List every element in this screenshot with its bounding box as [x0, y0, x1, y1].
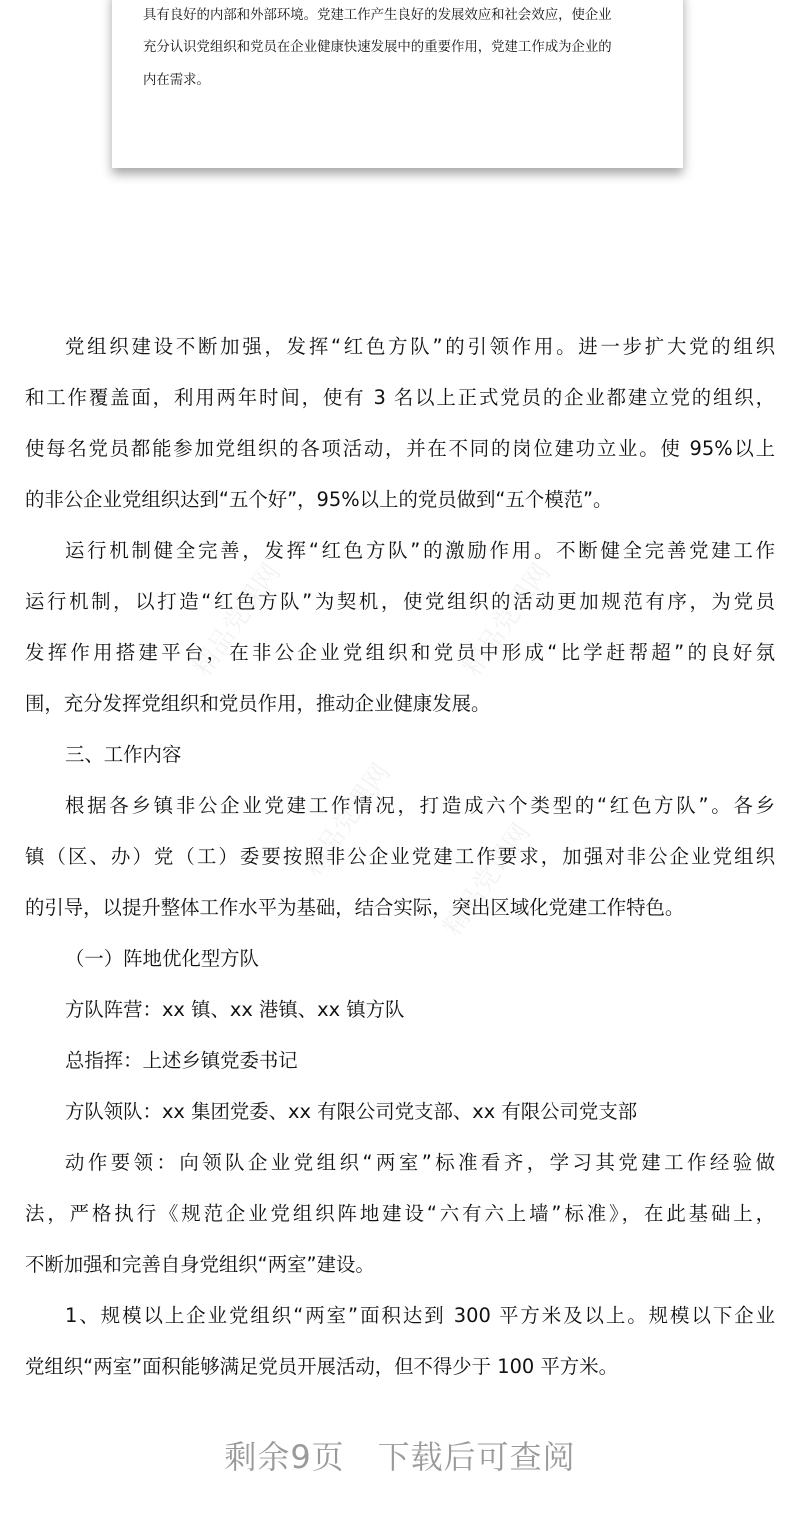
document-body — [25, 321, 775, 1392]
paragraph-line: （一）阵地优化型方队 — [65, 947, 259, 970]
paragraph — [25, 984, 775, 1035]
watermark: 精品党课网 — [437, 818, 537, 942]
paragraph-line: 运行机制，以打造“红色方队”为契机，使党组织的活动更加规范有序，为党员 — [25, 590, 775, 613]
paragraph — [25, 1086, 775, 1137]
paragraph-line: 党组织“两室”面积能够满足党员开展活动，但不得少于 100 平方米。 — [25, 1355, 618, 1378]
watermark: 精品党课网 — [297, 758, 397, 882]
paragraph — [25, 1290, 775, 1392]
paragraph-line: 不断加强和完善自身党组织“两室”建设。 — [25, 1253, 375, 1276]
paragraph-line: 方队阵营：xx 镇、xx 港镇、xx 镇方队 — [65, 998, 405, 1021]
paragraph-line: 镇（区、办）党（工）委要按照非公企业党建工作要求，加强对非公企业党组织 — [25, 845, 775, 868]
paragraph — [25, 1035, 775, 1086]
paragraph-line: 和工作覆盖面，利用两年时间，使有 3 名以上正式党员的企业都建立党的组织， — [25, 386, 775, 409]
paragraph — [25, 780, 775, 933]
watermark: 精品党课网 — [187, 558, 287, 682]
paragraph — [25, 1137, 775, 1290]
remaining-pages-notice[interactable]: 剩余9页 下载后可查阅 — [224, 1438, 576, 1476]
paragraph-line: 的非公企业党组织达到“五个好”，95%以上的党员做到“五个模范”。 — [25, 488, 613, 511]
paragraph-line: 的引导，以提升整体工作水平为基础，结合实际，突出区域化党建工作特色。 — [25, 896, 685, 919]
paragraph-line: 动作要领：向领队企业党组织“两室”标准看齐，学习其党建工作经验做 — [65, 1151, 775, 1174]
paragraph — [25, 525, 775, 729]
paragraph — [25, 321, 775, 525]
paragraph-line: 发挥作用搭建平台，在非公企业党组织和党员中形成“比学赶帮超”的良好氛 — [25, 641, 775, 664]
paragraph-line: 三、工作内容 — [65, 743, 182, 766]
card-line: 具有良好的内部和外部环境。党建工作产生良好的发展效应和社会效应，使企业 — [143, 8, 612, 23]
paragraph-line: 法，严格执行《规范企业党组织阵地建设“六有六上墙”标准》，在此基础上， — [25, 1202, 775, 1225]
paragraph-line: 1、规模以上企业党组织“两室”面积达到 300 平方米及以上。规模以下企业 — [65, 1304, 775, 1327]
paragraph-line: 总指挥：上述乡镇党委书记 — [65, 1049, 298, 1072]
paragraph-line: 党组织建设不断加强，发挥“红色方队”的引领作用。进一步扩大党的组织 — [65, 335, 775, 358]
paragraph-line: 使每名党员都能参加党组织的各项活动，并在不同的岗位建功立业。使 95%以上 — [25, 437, 775, 460]
paragraph-line: 运行机制健全完善，发挥“红色方队”的激励作用。不断健全完善党建工作 — [65, 539, 775, 562]
paragraph-line: 围，充分发挥党组织和党员作用，推动企业健康发展。 — [25, 692, 491, 715]
previous-page-card — [112, 0, 683, 168]
watermark: 精品党课网 — [457, 558, 557, 682]
card-line: 内在需求。 — [143, 73, 210, 88]
card-line: 充分认识党组织和党员在企业健康快速发展中的重要作用，党建工作成为企业的 — [143, 40, 612, 55]
paragraph — [25, 729, 775, 780]
paragraph — [25, 933, 775, 984]
paragraph-line: 根据各乡镇非公企业党建工作情况，打造成六个类型的“红色方队”。各乡 — [65, 794, 775, 817]
paragraph-line: 方队领队：xx 集团党委、xx 有限公司党支部、xx 有限公司党支部 — [65, 1100, 638, 1123]
